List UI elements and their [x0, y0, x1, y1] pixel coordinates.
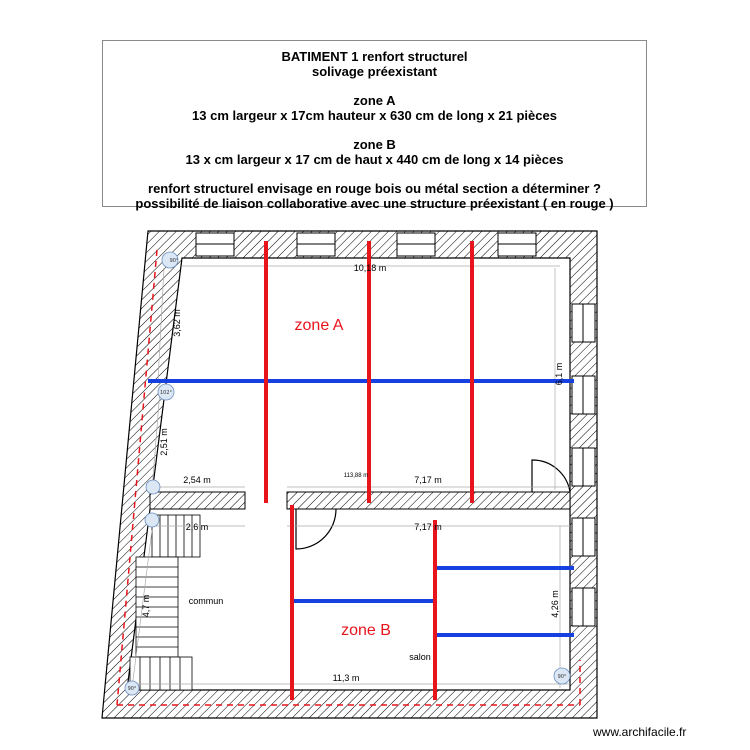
notes-title: BATIMENT 1 renfort structurel [281, 49, 468, 64]
door-partition [296, 509, 336, 549]
partition-wall-left [150, 492, 245, 509]
dim-small-top-width: 2,54 m [183, 475, 211, 485]
dim-bottom-width: 11,3 m [332, 673, 360, 683]
zone-b-spec: 13 x cm largeur x 17 cm de haut x 440 cm de long x 14 pièces [185, 152, 564, 167]
angle-label-bottom-left: 90° [127, 686, 137, 692]
zone-a-heading: zone A [353, 93, 396, 108]
dim-tiny: 113,88 m [343, 473, 369, 479]
dim-right-lower: 4,26 m [550, 590, 560, 618]
dim-left-middle: 2,51 m [159, 428, 169, 456]
dim-small-bottom-width: 2,6 m [185, 522, 209, 532]
dim-left-lower: 4,7 m [141, 594, 151, 618]
dim-mid-top-width: 7,17 m [414, 475, 442, 485]
angle-label-left-mid: 102° [159, 390, 173, 396]
notes-subtitle: solivage préexistant [312, 64, 437, 79]
zone-b-heading: zone B [353, 137, 396, 152]
zone-b-label: zone B [341, 622, 391, 639]
room-label-salon: salon [409, 652, 431, 662]
zone-a-spec: 13 cm largeur x 17cm hauteur x 630 cm de long x 21 pièces [192, 108, 557, 123]
dim-mid-bottom-width: 7,17 m [414, 522, 442, 532]
angle-label-bottom-right: 90° [557, 674, 567, 680]
dim-right-upper: 6,1 m [554, 362, 564, 386]
zone-a-label: zone A [294, 317, 344, 334]
dim-top-width: 10,18 m [353, 263, 387, 273]
credit-link[interactable]: www.archifacile.fr [593, 725, 687, 739]
remark-liaison: possibilité de liaison collaborative avec une structure préexistant ( en rouge ) [135, 196, 614, 211]
room-label-commun: commun [188, 596, 224, 606]
angle-label-tl: 90° [169, 258, 179, 264]
remark-reinforcement: renfort structurel envisage en rouge bois ou métal section a déterminer ? [148, 181, 601, 196]
dim-left-upper: 3,62 m [172, 309, 182, 337]
partition-wall-right [287, 492, 570, 509]
